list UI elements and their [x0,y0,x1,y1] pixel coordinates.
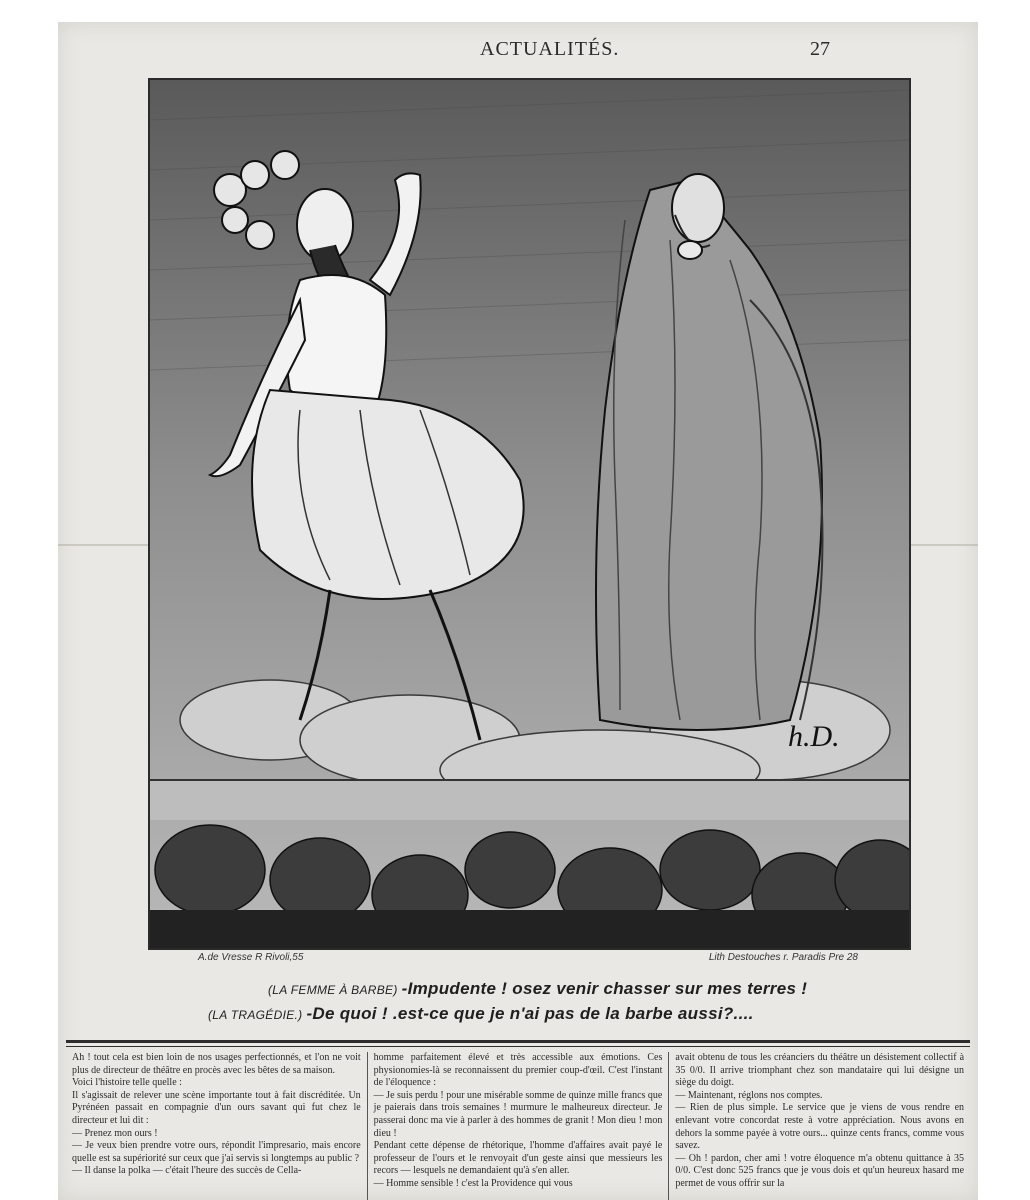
lithograph-illustration [148,78,911,950]
page-number: 27 [810,38,830,60]
paragraph: — Maintenant, réglons nos comptes. [675,1089,823,1101]
caption-text-2: -De quoi ! .est-ce que je n'ai pas de la barbe aussi?.... [306,1004,754,1023]
newspaper-page [58,22,978,1200]
caption-speaker-2: (LA TRAGÉDIE.) [208,1008,303,1022]
caption-line-1 [268,979,828,999]
article-column-3 [669,1052,970,1200]
caption-speaker-1: (LA FEMME À BARBE) [268,983,398,997]
paragraph: Voici l'histoire telle quelle : [72,1077,182,1089]
printer-credit-left: A.de Vresse R Rivoli,55 [198,952,304,963]
article-column-1 [66,1052,368,1200]
paragraph: Ah ! tout cela est bien loin de nos usages perfectionnés, et l'on ne voit plus de directeur de théâtre en procès avec les bêtes de sa maison. [72,1052,361,1076]
divider-rule-thin [66,1046,970,1047]
paragraph: — Prenez mon ours ! [72,1127,158,1139]
printer-credit-right: Lith Destouches r. Paradis Pre 28 [708,952,858,963]
article-column-2 [368,1052,670,1200]
paragraph: — Il danse la polka — c'était l'heure des succès de Cella- [72,1165,302,1177]
paragraph: Il s'agissait de relever une scène importante tout à fait discréditée. Un Pyrénéen passait en compagnie d'un ours savant qui fut chez le directeur et lui dit : [72,1089,361,1126]
paragraph: avait obtenu de tous les créanciers du théâtre un désistement collectif à 35 0/0. Il arrive triomphant chez son mandataire qui lui désigne un siège du doigt. [675,1052,965,1089]
section-title: ACTUALITÉS. [480,38,620,60]
divider-rule [66,1040,970,1043]
paragraph: homme parfaitement élevé et très accessible aux émotions. Ces physionomies-là se reconnaissent du premier coup-d'œil. C'est l'instant de l'éloquence : [373,1052,663,1089]
caption-line-2 [208,1004,768,1024]
caption-text-1: -Impudente ! osez venir chasser sur mes terres ! [401,979,808,998]
paragraph: — Rien de plus simple. Le service que je viens de vous rendre en enlevant votre concordat reste à votre appréciation. Nous avons en dehors la somme payée à votre ours... quinze cents francs, comme vous savez. [675,1102,965,1152]
artist-signature: h.D. [788,720,840,753]
paragraph: — Oh ! pardon, cher ami ! votre éloquence m'a obtenu quittance à 35 0/0. C'est donc 525 francs que je vous dois et qu'un heureux hasard me permet de vous offrir sur la [675,1152,965,1189]
lithograph-drawing [150,80,909,948]
paragraph: — Je suis perdu ! pour une misérable somme de quinze mille francs que je paierais dans trois semaines ! murmure le malheureux directeur. Je passerai donc ma vie à parler à des hommes de granit ! Mon dieu ! mon dieu ! [373,1089,663,1139]
paragraph: — Je veux bien prendre votre ours, répondit l'impresario, mais encore quelle est sa supériorité sur ceux que j'ai servis si longtemps au public ? [72,1140,361,1164]
article-columns [66,1052,970,1200]
paragraph: Pendant cette dépense de rhétorique, l'homme d'affaires avait payé le professeur de l'ours et le renvoyait d'un geste ainsi que messieurs les recors — lesquels ne demandaient qu'à s'en aller. [373,1140,663,1177]
page-header [58,32,978,66]
paragraph: — Homme sensible ! c'est la Providence qui vous [373,1177,573,1189]
